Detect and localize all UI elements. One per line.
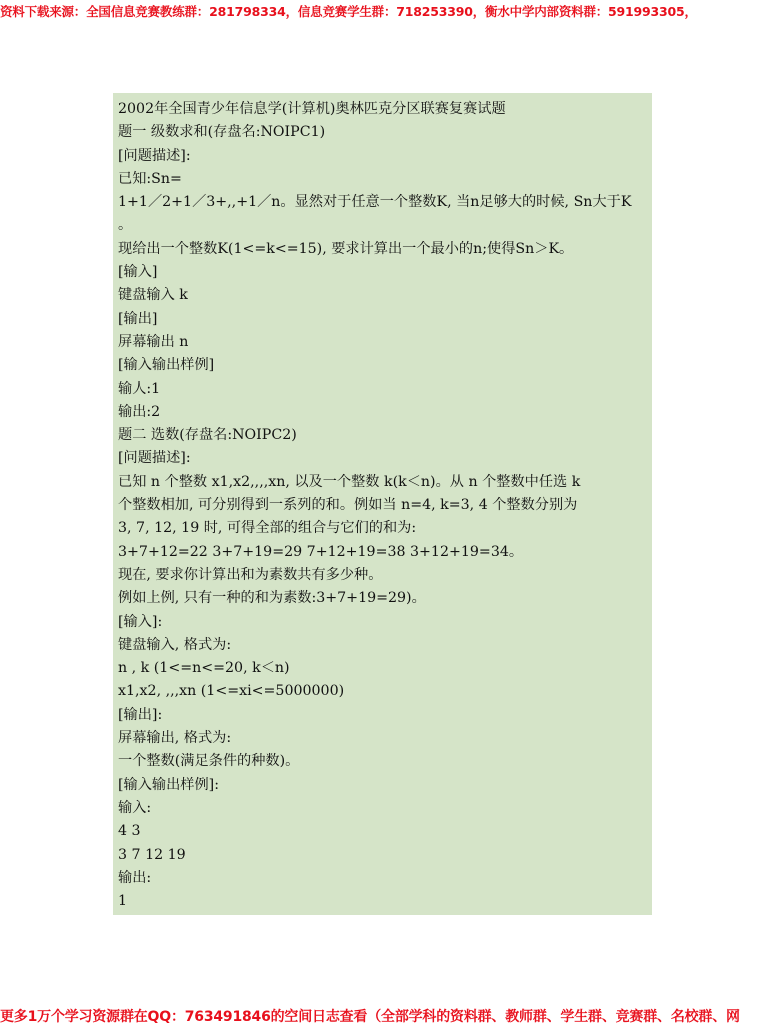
problem-1-text: 。 bbox=[118, 217, 133, 234]
problem-2-sample-output-label: 输出: bbox=[118, 869, 152, 886]
problem-2-output-text: 屏幕输出, 格式为: bbox=[118, 730, 232, 747]
problem-2-text: 3, 7, 12, 19 时, 可得全部的组合与它们的和为: bbox=[118, 520, 417, 537]
problem-1-output-label: [输出] bbox=[118, 310, 158, 327]
problem-2-text: 个整数相加, 可分别得到一系列的和。例如当 n=4, k=3, 4 个整数分别为 bbox=[118, 497, 578, 514]
problem-2-output-label: [输出]: bbox=[118, 706, 163, 723]
problem-2-sample-input-label: 输入: bbox=[118, 799, 152, 816]
problem-2-text: 3+7+12=22 3+7+19=29 7+12+19=38 3+12+19=34。 bbox=[118, 543, 524, 560]
exam-document bbox=[113, 93, 652, 915]
problem-2-input-text: 键盘输入, 格式为: bbox=[118, 636, 232, 653]
download-source-banner: 资料下载来源：全国信息竞赛教练群：281798334，信息竞赛学生群：718253390，衡水中学内部资料群：591993305， bbox=[0, 4, 697, 19]
problem-1-input-label: [输入] bbox=[118, 264, 158, 281]
problem-1-text: 1+1／2+1／3+,,+1／n。显然对于任意一个整数K, 当n足够大的时候, Sn大于K bbox=[118, 194, 632, 211]
problem-2-output-text: 一个整数(满足条件的种数)。 bbox=[118, 753, 300, 770]
problem-2-description-label: [问题描述]: bbox=[118, 450, 191, 467]
problem-1-text: 已知:Sn= bbox=[118, 170, 182, 187]
problem-2-text: 现在, 要求你计算出和为素数共有多少种。 bbox=[118, 566, 383, 583]
problem-1-sample-label: [输入输出样例] bbox=[118, 357, 215, 374]
problem-2-heading: 题二 选数(存盘名:NOIPC2) bbox=[118, 427, 297, 444]
problem-1-heading: 题一 级数求和(存盘名:NOIPC1) bbox=[118, 124, 326, 141]
problem-2-input-text: x1,x2, ,,,xn (1<=xi<=5000000) bbox=[118, 683, 345, 700]
problem-2-sample-label: [输入输出样例]: bbox=[118, 776, 219, 793]
problem-1-sample-output: 输出:2 bbox=[118, 403, 161, 420]
problem-2-text: 已知 n 个整数 x1,x2,,,,xn, 以及一个整数 k(k＜n)。从 n 个整数中任选 k bbox=[118, 473, 581, 490]
problem-1-text: 现给出一个整数K(1<=k<=15), 要求计算出一个最小的n;使得Sn＞K。 bbox=[118, 240, 574, 257]
document-title: 2002年全国青少年信息学(计算机)奥林匹克分区联赛复赛试题 bbox=[118, 101, 506, 117]
problem-1-input-text: 键盘输入 k bbox=[118, 287, 188, 304]
problem-2-sample-input: 3 7 12 19 bbox=[118, 846, 186, 863]
problem-2-sample-output: 1 bbox=[118, 893, 128, 910]
problem-2-input-text: n , k (1<=n<=20, k＜n) bbox=[118, 660, 290, 677]
problem-2-text: 例如上例, 只有一种的和为素数:3+7+19=29)。 bbox=[118, 590, 426, 607]
problem-1-output-text: 屏幕输出 n bbox=[118, 333, 189, 350]
problem-2-sample-input: 4 3 bbox=[118, 823, 141, 840]
problem-1-description-label: [问题描述]: bbox=[118, 147, 191, 164]
problem-1-sample-input: 输人:1 bbox=[118, 380, 161, 397]
resource-groups-banner: 更多1万个学习资源群在QQ：763491846的空间日志查看（全部学科的资料群、教师群、学生群、竞赛群、名校群、网 bbox=[0, 1009, 740, 1025]
problem-2-input-label: [输入]: bbox=[118, 613, 163, 630]
